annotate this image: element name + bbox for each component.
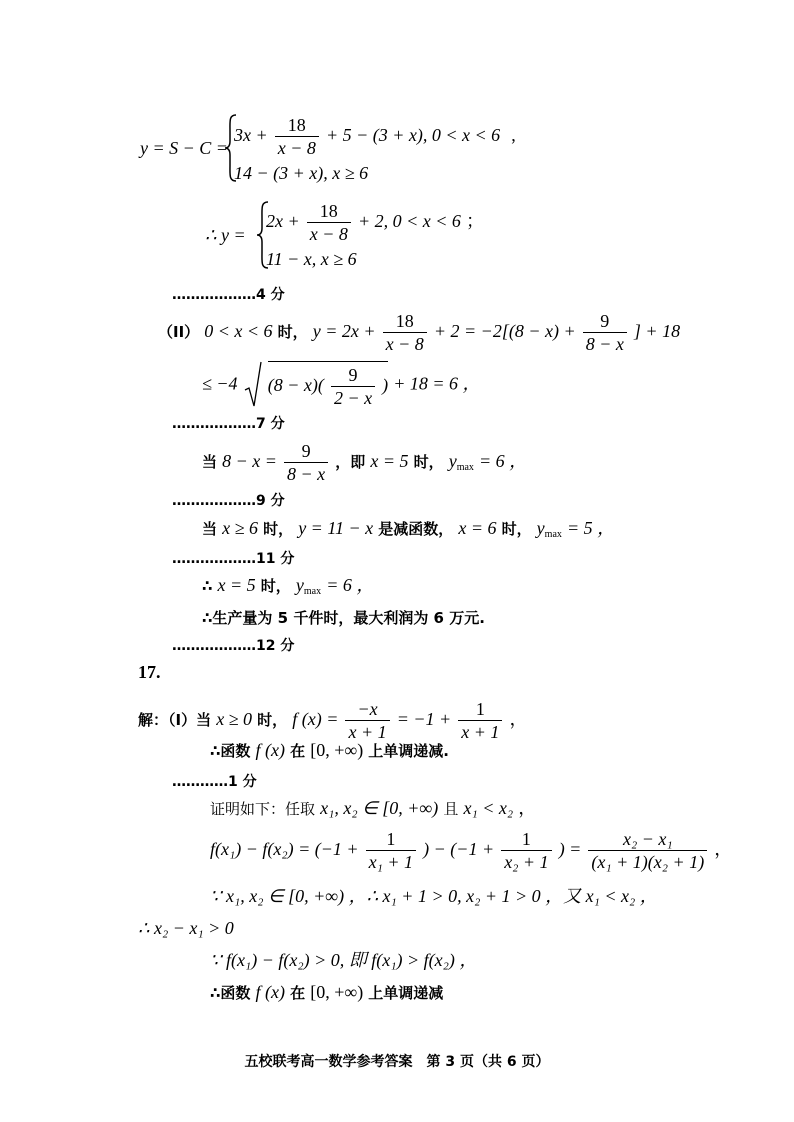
question-17: 17.	[138, 662, 161, 682]
conc1-sub: max	[303, 586, 322, 597]
frac-den: 8 − x	[287, 464, 326, 484]
when-line	[202, 440, 527, 485]
part2-shi: 时，	[277, 323, 308, 341]
dec-line	[202, 518, 615, 545]
part2-frac2	[583, 310, 627, 355]
conc1-line	[202, 575, 374, 602]
frac-den: x + 1	[461, 722, 500, 742]
piece1-case2	[234, 163, 368, 184]
part2-eq-b: + 2 = −2[(8 − x) +	[433, 321, 576, 341]
page-footer: 五校联考高一数学参考答案 第 3 页（共 6 页）	[244, 1054, 550, 1070]
diff-a: f(x₁) − f(x₂) = (−1 +	[210, 839, 359, 859]
score-7: ………………7 分	[172, 416, 285, 432]
ineq-frac	[331, 364, 375, 409]
frac-num: −x	[345, 698, 389, 721]
sol-mid: = −1 +	[396, 709, 452, 729]
frac-num: 9	[583, 310, 627, 333]
mono1-int: [0, +∞)	[310, 740, 364, 760]
diff-c: ) =	[558, 839, 582, 859]
sol-fx: f (x) =	[292, 709, 339, 729]
when-a: 当	[202, 453, 218, 471]
conc1-val: = 6 ，	[326, 575, 375, 595]
score-12: ………………12 分	[172, 638, 295, 654]
ineq-b: + 18 = 6 ，	[393, 373, 481, 394]
frac-den: x − 8	[309, 224, 348, 244]
mono2-b: 在	[290, 984, 306, 1002]
frac-num: 1	[501, 828, 551, 851]
frac-den: 2 − x	[333, 388, 373, 408]
score-1: …………1 分	[172, 774, 257, 790]
frac-num: 18	[275, 114, 319, 137]
frac-num: 9	[284, 440, 328, 463]
part2-line	[158, 310, 680, 355]
diff-b: ) − (−1 +	[423, 839, 495, 859]
when-eq: 8 − x =	[222, 451, 277, 471]
piece2-case2-text: 11 − x, x ≥ 6	[266, 249, 357, 269]
mono2-c: 上单调递减	[368, 984, 444, 1002]
mono2-f: f (x)	[255, 982, 286, 1002]
proof-b: 且	[443, 800, 459, 818]
part2-eq-a: y = 2x +	[312, 321, 376, 341]
score-9: ………………9 分	[172, 493, 285, 509]
ineq-sqrt-a: (8 − x)(	[267, 375, 324, 395]
sol-shi: 时，	[257, 711, 288, 729]
frac-den: x + 1	[348, 722, 387, 742]
frac-num: 18	[307, 200, 351, 223]
frac-den: (x₁ + 1)(x₂ + 1)	[591, 852, 705, 872]
piece2-frac	[307, 200, 351, 245]
proof-c: ，	[518, 798, 537, 818]
frac-den: 8 − x	[585, 334, 624, 354]
mono1-f: f (x)	[255, 740, 286, 760]
when-ymax: y	[448, 451, 457, 471]
proof-line	[210, 798, 536, 819]
dec-cond: x ≥ 6	[222, 518, 258, 538]
piece2-case1-a: 2x +	[266, 211, 300, 231]
conc1-x: x = 5	[217, 575, 256, 595]
part2-eq-c: ] + 18	[633, 321, 681, 341]
dec-x: x = 6	[458, 518, 497, 538]
piece1-case1	[234, 114, 516, 159]
frac-num: x₂ − x₁	[588, 828, 707, 851]
sol-cond: x ≥ 0	[216, 709, 253, 729]
sol-label: 解：（I）当	[138, 711, 212, 729]
proof-a: 证明如下：任取	[210, 800, 316, 818]
frac-num: 9	[331, 364, 375, 387]
diff-frac1	[366, 828, 416, 873]
sol-line	[138, 698, 528, 743]
dec-c: 是减函数，	[378, 520, 454, 538]
frac-den: x₁ + 1	[368, 852, 414, 872]
mono1-line	[210, 740, 449, 761]
when-max-sub: max	[456, 462, 474, 473]
proof-vars: x₁, x₂ ∈ [0, +∞)	[320, 798, 439, 818]
ineq-a: ≤ −4	[202, 373, 238, 394]
when-b: ，即	[335, 453, 366, 471]
when-frac	[284, 440, 328, 485]
diff-frac2	[501, 828, 551, 873]
sol-frac2	[458, 698, 502, 743]
piece2-lhs: ∴ y =	[205, 225, 246, 245]
proof-ineq: x₁ < x₂	[463, 798, 514, 818]
therefore1-line: ∴ x₂ − x₁ > 0	[138, 918, 234, 938]
piece2-case1	[266, 200, 484, 245]
mono2-line	[210, 982, 443, 1003]
diff-frac3	[588, 828, 707, 873]
frac-den: x − 8	[277, 138, 316, 158]
score-11: ………………11 分	[172, 551, 295, 567]
dec-a: 当	[202, 520, 218, 538]
conc2-line: ∴生产量为 5 千件时，最大利润为 6 万元.	[202, 609, 485, 627]
frac-num: 1	[458, 698, 502, 721]
when-c: 时，	[413, 453, 444, 471]
diff-line	[210, 828, 732, 873]
sol-frac1	[345, 698, 389, 743]
dec-b: 时，	[263, 520, 294, 538]
mono1-a: ∴函数	[210, 742, 251, 760]
piece1-frac1	[275, 114, 319, 159]
dec-y: y	[536, 518, 545, 538]
conc1-b: 时，	[260, 577, 291, 595]
piece1-comma: ,	[511, 125, 516, 145]
sol-comma: ，	[509, 709, 528, 729]
frac-den: x − 8	[385, 334, 424, 354]
dec-val: = 5 ，	[566, 518, 616, 538]
mono2-a: ∴函数	[210, 984, 251, 1002]
since1-line: ∵ x₁, x₂ ∈ [0, +∞) ，∴ x₁ + 1 > 0, x₂ + 1 > 0 ，又 x₁ < x₂ ，	[210, 886, 658, 906]
piecewise-2	[205, 225, 246, 246]
part2-frac1	[383, 310, 427, 355]
ineq-line	[202, 360, 481, 410]
piece2-semicolon: ；	[466, 211, 484, 231]
when-x: x = 5	[370, 451, 409, 471]
piece1-case1-b: + 5 − (3 + x), 0 < x < 6	[325, 125, 501, 145]
since2-line: ∵ f(x₁) − f(x₂) > 0, 即 f(x₁) > f(x₂) ，	[210, 950, 478, 970]
part2-label: （II）	[158, 323, 200, 341]
conc1-a: ∴	[202, 577, 213, 595]
frac-num: 18	[383, 310, 427, 333]
piece2-case1-b: + 2, 0 < x < 6	[357, 211, 461, 231]
mono1-c: 上单调递减.	[368, 742, 449, 760]
when-ymax-val: = 6 ，	[479, 451, 528, 471]
frac-den: x₂ + 1	[504, 852, 549, 872]
score-4: ………………4 分	[172, 287, 285, 303]
dec-d: 时，	[501, 520, 532, 538]
frac-num: 1	[366, 828, 416, 851]
piece2-case2	[266, 249, 357, 270]
sqrt-body	[268, 361, 388, 409]
dec-func: y = 11 − x	[298, 518, 374, 538]
diff-d: ，	[714, 839, 733, 859]
mono2-int: [0, +∞)	[310, 982, 364, 1002]
conc1-y: y	[295, 575, 304, 595]
piece1-case1-a: 3x +	[234, 125, 268, 145]
sqrt-sign	[243, 360, 263, 410]
dec-sub: max	[544, 529, 562, 540]
part2-cond: 0 < x < 6	[204, 321, 273, 341]
ineq-sqrt-b: )	[382, 375, 389, 395]
piece1-case2-text: 14 − (3 + x), x ≥ 6	[234, 163, 369, 183]
piece1-lhs: y = S − C =	[140, 138, 228, 158]
piecewise-1	[140, 138, 228, 159]
mono1-b: 在	[290, 742, 306, 760]
